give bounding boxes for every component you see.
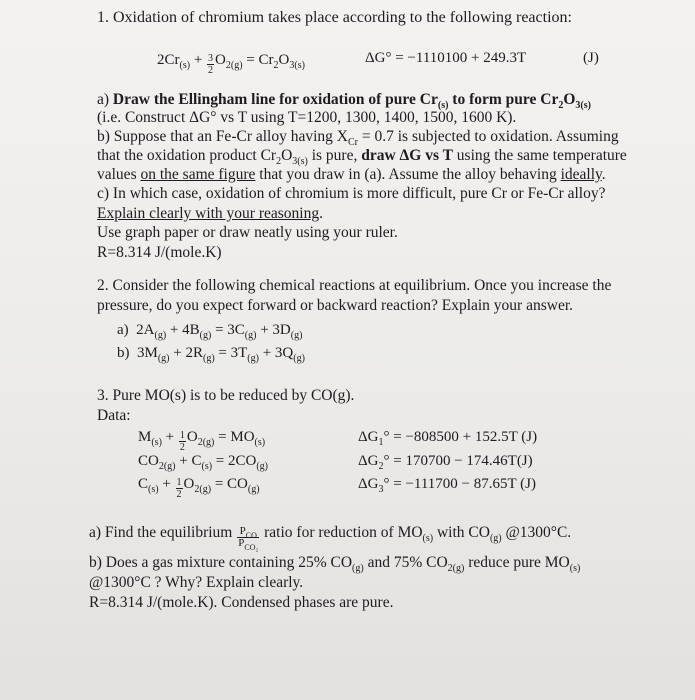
q3-part-a: a) Find the equilibrium $\frac{P_{CO}}{P_{CO_2}}$ ratio for reduction of $MO_{(s)}$ with $CO_{(g)}$ @1300°C.: [89, 524, 572, 552]
q1-graph-note: Use graph paper or draw neatly using your ruler.: [97, 224, 398, 241]
q1-gas-constant: R=8.314 J/(mole.K): [97, 244, 222, 261]
q1-part-c-line1: c) In which case, oxidation of chromium is more difficult, pure Cr or Fe-Cr alloy?: [97, 185, 606, 202]
q3-line1: 3. Pure MO(s) is to be reduced by CO(g).: [97, 387, 355, 404]
q1-part-c-line2: Explain clearly with your reasoning.: [97, 205, 323, 222]
q3-data-label: Data:: [97, 407, 131, 424]
q1-reaction: $2Cr_{(s)}$ + $\frac{3}{2}$ $O_{2(g)} = Cr_2O_{3(s)}$: [157, 52, 305, 76]
q3-delta-g-1: $\Delta G_1^\circ = -808500 + 152.5T$ (J): [358, 429, 538, 448]
q2-line1: 2. Consider the following chemical reactions at equilibrium. Once you increase the: [97, 277, 612, 294]
q3-reaction-1: $M_{(s)}$ + $\frac{1}{2}$ $O_{2(g)} = MO_{(s)}$: [138, 429, 266, 453]
q1-part-b-line1: b) Suppose that an Fe-Cr alloy having $X_{Cr} = 0.7$ is subjected to oxidation. Assuming: [97, 128, 619, 148]
q1-unit: (J): [583, 50, 599, 66]
q3-delta-g-3: $\Delta G_3^\circ = -111700 - 87.65T$ (J): [358, 476, 536, 495]
q3-reaction-2: $CO_{2(g)} + C_{(s)} = 2CO_{(g)}$: [138, 453, 269, 472]
q3-part-b-line1: b) Does a gas mixture containing 25% $CO_{(g)}$ and 75% $CO_{2(g)}$ reduce pure $MO_{(s)}$: [89, 554, 581, 574]
q2-reaction-b: b) $3M_{(g)} + 2R_{(g)} = 3T_{(g)} + 3Q_{(g)}$: [117, 345, 305, 364]
q3-gas-constant-note: R=8.314 J/(mole.K). Condensed phases are pure.: [89, 594, 394, 611]
q3-reaction-3: $C_{(s)}$ + $\frac{1}{2}$ $O_{2(g)} = CO_{(g)}$: [138, 476, 260, 500]
q3-part-b-line2: @1300°C ? Why? Explain clearly.: [89, 574, 304, 591]
q1-part-b-line2: that the oxidation product $Cr_2O_{3(s)}$ is pure, draw ΔG vs T using the same temperature: [97, 147, 627, 167]
q1-title: 1. Oxidation of chromium takes place according to the following reaction:: [97, 9, 572, 26]
q3-delta-g-2: $\Delta G_2^\circ = 170700 - 174.46T(J)$: [358, 453, 533, 472]
q1-part-b-line3: values on the same figure that you draw in (a). Assume the alloy behaving ideally.: [97, 166, 606, 183]
q1-part-a-line2: (i.e. Construct ΔG° vs T using T=1200, 1300, 1400, 1500, 1600 K).: [97, 109, 517, 126]
q2-line2: pressure, do you expect forward or backward reaction? Explain your answer.: [97, 297, 574, 314]
q2-reaction-a: a) $2A_{(g)} + 4B_{(g)} = 3C_{(g)} + 3D_{(g)}$: [117, 322, 303, 341]
q1-delta-g-expression: ΔG° = −1110100 + 249.3T: [365, 50, 527, 66]
q1-part-a-line1: a) Draw the Ellingham line for oxidation of pure $Cr_{(s)}$ to form pure $Cr_2O_{3(s)}$: [97, 91, 591, 111]
